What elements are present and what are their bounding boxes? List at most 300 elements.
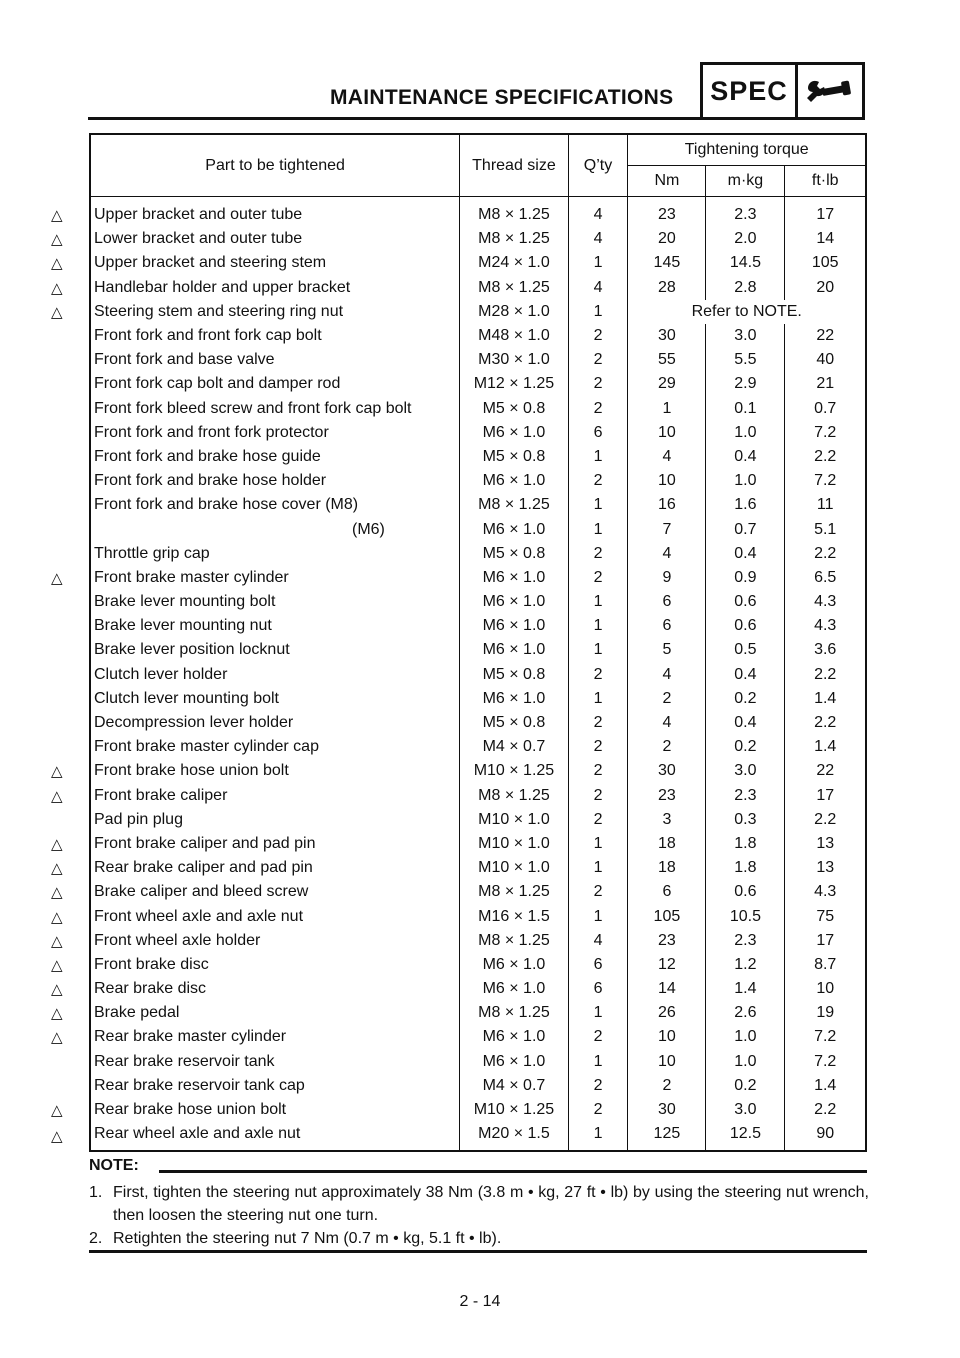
mkg-cell: 1.0 xyxy=(706,1050,785,1074)
thread-size-cell: M8 × 1.25 xyxy=(460,1001,568,1025)
part-cell xyxy=(51,1122,460,1151)
part-cell xyxy=(90,421,460,445)
header-ftlb: ft·lb xyxy=(785,166,866,197)
qty-cell: 6 xyxy=(568,421,628,445)
qty-cell: 1 xyxy=(568,832,628,856)
qty-cell: 1 xyxy=(568,590,628,614)
mkg-cell: 10.5 xyxy=(706,904,785,928)
mkg-cell: 1.0 xyxy=(706,469,785,493)
nm-cell: 28 xyxy=(628,276,706,300)
nm-cell: 4 xyxy=(628,663,706,687)
part-cell xyxy=(51,856,460,880)
nm-cell: 55 xyxy=(628,348,706,372)
nm-cell: 23 xyxy=(628,929,706,953)
table-row xyxy=(90,227,866,251)
part-cell xyxy=(51,880,460,904)
mkg-cell: 1.8 xyxy=(706,832,785,856)
part-name: Front fork bleed screw and front fork cap bolt xyxy=(94,399,412,417)
mkg-cell: 1.6 xyxy=(706,493,785,517)
ftlb-cell: 1.4 xyxy=(785,735,866,759)
table-row xyxy=(90,784,866,808)
nm-cell: 23 xyxy=(628,784,706,808)
ftlb-cell: 7.2 xyxy=(785,421,866,445)
part-name: Clutch lever mounting bolt xyxy=(94,689,279,707)
nm-cell: 12 xyxy=(628,953,706,977)
qty-cell: 4 xyxy=(568,197,628,228)
mkg-cell: 0.2 xyxy=(706,687,785,711)
ftlb-cell: 21 xyxy=(785,372,866,396)
thread-size-cell: M8 × 1.25 xyxy=(460,197,568,228)
mkg-cell: 0.4 xyxy=(706,542,785,566)
qty-cell: 1 xyxy=(568,856,628,880)
part-cell xyxy=(90,517,460,541)
table-row xyxy=(90,445,866,469)
nm-cell: 105 xyxy=(628,904,706,928)
nm-cell: 145 xyxy=(628,251,706,275)
mkg-cell: 5.5 xyxy=(706,348,785,372)
header-thread-size: Thread size xyxy=(460,134,568,197)
wrench-icon xyxy=(798,65,862,117)
triangle-mark-icon: △ xyxy=(51,932,63,950)
ftlb-cell: 1.4 xyxy=(785,687,866,711)
mkg-cell: 1.8 xyxy=(706,856,785,880)
header-nm: Nm xyxy=(628,166,706,197)
table-row xyxy=(90,687,866,711)
note-end-rule xyxy=(89,1250,867,1253)
part-cell xyxy=(90,493,460,517)
part-name: Rear brake reservoir tank xyxy=(94,1052,275,1070)
part-cell xyxy=(51,1025,460,1049)
header-tightening-torque: Tightening torque xyxy=(628,134,866,166)
torque-table xyxy=(51,133,867,1152)
ftlb-cell: 11 xyxy=(785,493,866,517)
mkg-cell: 0.2 xyxy=(706,1074,785,1098)
ftlb-cell: 0.7 xyxy=(785,397,866,421)
table-row xyxy=(90,566,866,590)
part-name: Rear wheel axle and axle nut xyxy=(94,1125,301,1143)
mkg-cell: 12.5 xyxy=(706,1122,785,1151)
ftlb-cell: 13 xyxy=(785,832,866,856)
ftlb-cell: 90 xyxy=(785,1122,866,1151)
part-cell xyxy=(90,1074,460,1098)
table-row xyxy=(90,977,866,1001)
triangle-mark-icon: △ xyxy=(51,303,63,321)
part-cell xyxy=(51,977,460,1001)
qty-cell: 1 xyxy=(568,251,628,275)
table-row xyxy=(90,1122,866,1151)
thread-size-cell: M6 × 1.0 xyxy=(460,638,568,662)
part-name: Front brake hose union bolt xyxy=(94,762,289,780)
note-label: NOTE: xyxy=(89,1157,139,1174)
mkg-cell: 2.3 xyxy=(706,784,785,808)
spec-label: SPEC xyxy=(703,65,798,117)
mkg-cell: 0.4 xyxy=(706,445,785,469)
part-cell xyxy=(90,638,460,662)
table-row xyxy=(90,542,866,566)
ftlb-cell: 4.3 xyxy=(785,880,866,904)
table-row xyxy=(90,348,866,372)
part-name: Rear brake reservoir tank cap xyxy=(94,1076,305,1094)
table-row xyxy=(90,300,866,324)
ftlb-cell: 2.2 xyxy=(785,808,866,832)
thread-size-cell: M8 × 1.25 xyxy=(460,784,568,808)
qty-cell: 2 xyxy=(568,784,628,808)
table-row xyxy=(90,590,866,614)
ftlb-cell: 22 xyxy=(785,759,866,783)
part-name: Upper bracket and outer tube xyxy=(94,206,303,224)
nm-cell: 2 xyxy=(628,687,706,711)
part-cell xyxy=(51,1001,460,1025)
part-cell xyxy=(90,663,460,687)
thread-size-cell: M8 × 1.25 xyxy=(460,880,568,904)
ftlb-cell: 7.2 xyxy=(785,1050,866,1074)
header-qty: Q’ty xyxy=(568,134,628,197)
table-row xyxy=(90,324,866,348)
qty-cell: 2 xyxy=(568,663,628,687)
qty-cell: 2 xyxy=(568,324,628,348)
mkg-cell: 2.8 xyxy=(706,276,785,300)
nm-cell: 2 xyxy=(628,1074,706,1098)
nm-cell: 6 xyxy=(628,590,706,614)
table-row xyxy=(90,614,866,638)
thread-size-cell: M6 × 1.0 xyxy=(460,953,568,977)
table-row xyxy=(90,372,866,396)
part-name: Front wheel axle and axle nut xyxy=(94,907,304,925)
triangle-mark-icon: △ xyxy=(51,860,63,878)
qty-cell: 1 xyxy=(568,445,628,469)
qty-cell: 2 xyxy=(568,469,628,493)
nm-cell: 18 xyxy=(628,856,706,880)
nm-cell: 16 xyxy=(628,493,706,517)
ftlb-cell: 17 xyxy=(785,197,866,228)
nm-cell: 5 xyxy=(628,638,706,662)
thread-size-cell: M48 × 1.0 xyxy=(460,324,568,348)
nm-cell: 26 xyxy=(628,1001,706,1025)
qty-cell: 1 xyxy=(568,1001,628,1025)
ftlb-cell: 4.3 xyxy=(785,614,866,638)
qty-cell: 1 xyxy=(568,1122,628,1151)
table-row xyxy=(90,1050,866,1074)
part-cell xyxy=(90,445,460,469)
part-cell xyxy=(51,300,460,324)
part-cell xyxy=(51,276,460,300)
triangle-mark-icon: △ xyxy=(51,1128,63,1146)
thread-size-cell: M8 × 1.25 xyxy=(460,276,568,300)
part-cell xyxy=(90,590,460,614)
part-name: (M6) xyxy=(352,520,385,538)
part-name: Rear brake caliper and pad pin xyxy=(94,859,313,877)
thread-size-cell: M4 × 0.7 xyxy=(460,735,568,759)
thread-size-cell: M10 × 1.0 xyxy=(460,808,568,832)
ftlb-cell: 75 xyxy=(785,904,866,928)
thread-size-cell: M20 × 1.5 xyxy=(460,1122,568,1151)
ftlb-cell: 7.2 xyxy=(785,469,866,493)
part-name: Front wheel axle holder xyxy=(94,931,261,949)
thread-size-cell: M5 × 0.8 xyxy=(460,711,568,735)
triangle-mark-icon: △ xyxy=(51,231,63,249)
nm-cell: 7 xyxy=(628,517,706,541)
mkg-cell: 0.4 xyxy=(706,663,785,687)
part-cell xyxy=(90,711,460,735)
part-cell xyxy=(51,759,460,783)
nm-cell: 4 xyxy=(628,542,706,566)
table-row xyxy=(90,880,866,904)
part-name: Front brake caliper and pad pin xyxy=(94,834,316,852)
mkg-cell: 0.6 xyxy=(706,614,785,638)
thread-size-cell: M6 × 1.0 xyxy=(460,1050,568,1074)
table-row xyxy=(90,735,866,759)
spec-badge xyxy=(700,62,865,120)
triangle-mark-icon: △ xyxy=(51,207,63,225)
part-name: Brake lever mounting bolt xyxy=(94,593,276,611)
nm-cell: 30 xyxy=(628,1098,706,1122)
qty-cell: 2 xyxy=(568,1025,628,1049)
part-cell xyxy=(51,953,460,977)
ftlb-cell: 6.5 xyxy=(785,566,866,590)
triangle-mark-icon: △ xyxy=(51,255,63,273)
table-row xyxy=(90,1025,866,1049)
qty-cell: 2 xyxy=(568,348,628,372)
thread-size-cell: M30 × 1.0 xyxy=(460,348,568,372)
ftlb-cell: 22 xyxy=(785,324,866,348)
qty-cell: 2 xyxy=(568,735,628,759)
ftlb-cell: 10 xyxy=(785,977,866,1001)
part-cell xyxy=(51,197,460,228)
ftlb-cell: 105 xyxy=(785,251,866,275)
triangle-mark-icon: △ xyxy=(51,884,63,902)
part-name: Front fork and brake hose holder xyxy=(94,472,327,490)
qty-cell: 6 xyxy=(568,953,628,977)
triangle-mark-icon: △ xyxy=(51,1005,63,1023)
nm-cell: 6 xyxy=(628,880,706,904)
part-name: Brake pedal xyxy=(94,1004,180,1022)
note-item-number: 2. xyxy=(89,1230,103,1247)
ftlb-cell: 1.4 xyxy=(785,1074,866,1098)
note-item xyxy=(89,1227,869,1250)
nm-cell: 30 xyxy=(628,324,706,348)
mkg-cell: 3.0 xyxy=(706,759,785,783)
thread-size-cell: M12 × 1.25 xyxy=(460,372,568,396)
table-row xyxy=(90,808,866,832)
part-name: Upper bracket and steering stem xyxy=(94,254,327,272)
thread-size-cell: M6 × 1.0 xyxy=(460,566,568,590)
nm-cell: 20 xyxy=(628,227,706,251)
part-name: Brake lever position locknut xyxy=(94,641,290,659)
qty-cell: 1 xyxy=(568,300,628,324)
thread-size-cell: M16 × 1.5 xyxy=(460,904,568,928)
table-row xyxy=(90,759,866,783)
mkg-cell: 0.4 xyxy=(706,711,785,735)
qty-cell: 2 xyxy=(568,759,628,783)
thread-size-cell: M6 × 1.0 xyxy=(460,687,568,711)
thread-size-cell: M8 × 1.25 xyxy=(460,929,568,953)
qty-cell: 1 xyxy=(568,687,628,711)
page-number: 2 - 14 xyxy=(459,1293,501,1310)
mkg-cell: 2.3 xyxy=(706,929,785,953)
ftlb-cell: 17 xyxy=(785,784,866,808)
thread-size-cell: M4 × 0.7 xyxy=(460,1074,568,1098)
triangle-mark-icon: △ xyxy=(51,787,63,805)
triangle-mark-icon: △ xyxy=(51,981,63,999)
ftlb-cell: 20 xyxy=(785,276,866,300)
part-name: Front brake master cylinder xyxy=(94,568,289,586)
nm-cell: 1 xyxy=(628,397,706,421)
part-cell xyxy=(90,397,460,421)
thread-size-cell: M5 × 0.8 xyxy=(460,397,568,421)
qty-cell: 2 xyxy=(568,542,628,566)
part-cell xyxy=(90,469,460,493)
qty-cell: 2 xyxy=(568,1074,628,1098)
ftlb-cell: 2.2 xyxy=(785,445,866,469)
part-name: Throttle grip cap xyxy=(94,544,210,562)
part-cell xyxy=(90,735,460,759)
ftlb-cell: 17 xyxy=(785,929,866,953)
part-name: Front fork and base valve xyxy=(94,351,275,369)
table-row xyxy=(90,856,866,880)
note-item-text: Retighten the steering nut 7 Nm (0.7 m • kg, 5.1 ft • lb). xyxy=(113,1230,502,1247)
part-name: Front brake disc xyxy=(94,955,209,973)
thread-size-cell: M6 × 1.0 xyxy=(460,614,568,638)
qty-cell: 1 xyxy=(568,904,628,928)
thread-size-cell: M5 × 0.8 xyxy=(460,445,568,469)
nm-cell: 4 xyxy=(628,445,706,469)
thread-size-cell: M24 × 1.0 xyxy=(460,251,568,275)
part-name: Front fork and brake hose cover (M8) xyxy=(94,496,359,514)
qty-cell: 2 xyxy=(568,808,628,832)
qty-cell: 1 xyxy=(568,638,628,662)
table-row xyxy=(90,276,866,300)
nm-cell: 10 xyxy=(628,1025,706,1049)
mkg-cell: 3.0 xyxy=(706,1098,785,1122)
mkg-cell: 2.3 xyxy=(706,197,785,228)
part-cell xyxy=(51,784,460,808)
ftlb-cell: 14 xyxy=(785,227,866,251)
part-name: Front brake caliper xyxy=(94,786,228,804)
mkg-cell: 2.9 xyxy=(706,372,785,396)
nm-cell: 10 xyxy=(628,421,706,445)
triangle-mark-icon: △ xyxy=(51,1102,63,1120)
part-cell xyxy=(90,542,460,566)
mkg-cell: 1.0 xyxy=(706,421,785,445)
mkg-cell: 0.6 xyxy=(706,590,785,614)
part-cell xyxy=(90,614,460,638)
mkg-cell: 0.7 xyxy=(706,517,785,541)
mkg-cell: 0.6 xyxy=(706,880,785,904)
thread-size-cell: M6 × 1.0 xyxy=(460,469,568,493)
qty-cell: 6 xyxy=(568,977,628,1001)
part-name: Front fork cap bolt and damper rod xyxy=(94,375,341,393)
part-name: Front brake master cylinder cap xyxy=(94,738,319,756)
part-cell xyxy=(51,904,460,928)
part-name: Pad pin plug xyxy=(94,810,183,828)
triangle-mark-icon: △ xyxy=(51,569,63,587)
note-item-number: 1. xyxy=(89,1184,103,1201)
qty-cell: 2 xyxy=(568,880,628,904)
nm-cell: 2 xyxy=(628,735,706,759)
triangle-mark-icon: △ xyxy=(51,1029,63,1047)
part-cell xyxy=(51,251,460,275)
qty-cell: 1 xyxy=(568,493,628,517)
header-part: Part to be tightened xyxy=(90,134,460,197)
mkg-cell: 0.2 xyxy=(706,735,785,759)
thread-size-cell: M5 × 0.8 xyxy=(460,542,568,566)
qty-cell: 2 xyxy=(568,711,628,735)
table-row xyxy=(90,251,866,275)
mkg-cell: 2.0 xyxy=(706,227,785,251)
nm-cell: 23 xyxy=(628,197,706,228)
triangle-mark-icon: △ xyxy=(51,835,63,853)
nm-cell: 18 xyxy=(628,832,706,856)
qty-cell: 1 xyxy=(568,614,628,638)
table-row xyxy=(90,832,866,856)
table-row xyxy=(90,929,866,953)
part-cell xyxy=(90,348,460,372)
ftlb-cell: 19 xyxy=(785,1001,866,1025)
table-row xyxy=(90,953,866,977)
ftlb-cell: 2.2 xyxy=(785,1098,866,1122)
qty-cell: 2 xyxy=(568,1098,628,1122)
part-name: Front fork and brake hose guide xyxy=(94,447,321,465)
part-name: Rear brake disc xyxy=(94,980,207,998)
part-name: Rear brake hose union bolt xyxy=(94,1101,287,1119)
mkg-cell: 0.5 xyxy=(706,638,785,662)
table-row xyxy=(90,663,866,687)
part-cell xyxy=(90,687,460,711)
thread-size-cell: M5 × 0.8 xyxy=(460,663,568,687)
table-row xyxy=(90,711,866,735)
ftlb-cell: 4.3 xyxy=(785,590,866,614)
part-name: Lower bracket and outer tube xyxy=(94,230,303,248)
table-row xyxy=(90,1001,866,1025)
part-name: Brake caliper and bleed screw xyxy=(94,883,309,901)
qty-cell: 4 xyxy=(568,227,628,251)
mkg-cell: 3.0 xyxy=(706,324,785,348)
mkg-cell: 0.3 xyxy=(706,808,785,832)
triangle-mark-icon: △ xyxy=(51,279,63,297)
part-name: Rear brake master cylinder xyxy=(94,1028,287,1046)
qty-cell: 1 xyxy=(568,517,628,541)
part-name: Decompression lever holder xyxy=(94,714,294,732)
part-cell xyxy=(90,372,460,396)
ftlb-cell: 2.2 xyxy=(785,542,866,566)
part-cell xyxy=(51,1098,460,1122)
page-title: MAINTENANCE SPECIFICATIONS xyxy=(330,86,674,109)
qty-cell: 2 xyxy=(568,566,628,590)
table-row xyxy=(90,197,866,228)
nm-cell: 29 xyxy=(628,372,706,396)
ftlb-cell: 8.7 xyxy=(785,953,866,977)
part-cell xyxy=(51,929,460,953)
nm-cell: 4 xyxy=(628,711,706,735)
note-body xyxy=(89,1181,869,1250)
header-rule xyxy=(88,117,700,120)
thread-size-cell: M8 × 1.25 xyxy=(460,227,568,251)
thread-size-cell: M6 × 1.0 xyxy=(460,590,568,614)
thread-size-cell: M10 × 1.25 xyxy=(460,759,568,783)
table-row xyxy=(90,517,866,541)
note-item-text: First, tighten the steering nut approximately 38 Nm (3.8 m • kg, 27 ft • lb) by using the steering nut wrench, then loosen the steering nut one turn. xyxy=(113,1184,869,1224)
nm-cell: 10 xyxy=(628,1050,706,1074)
qty-cell: 2 xyxy=(568,372,628,396)
triangle-mark-icon: △ xyxy=(51,908,63,926)
mkg-cell: 2.6 xyxy=(706,1001,785,1025)
mkg-cell: 14.5 xyxy=(706,251,785,275)
ftlb-cell: 7.2 xyxy=(785,1025,866,1049)
thread-size-cell: M6 × 1.0 xyxy=(460,517,568,541)
thread-size-cell: M10 × 1.25 xyxy=(460,1098,568,1122)
thread-size-cell: M6 × 1.0 xyxy=(460,977,568,1001)
nm-cell: 3 xyxy=(628,808,706,832)
